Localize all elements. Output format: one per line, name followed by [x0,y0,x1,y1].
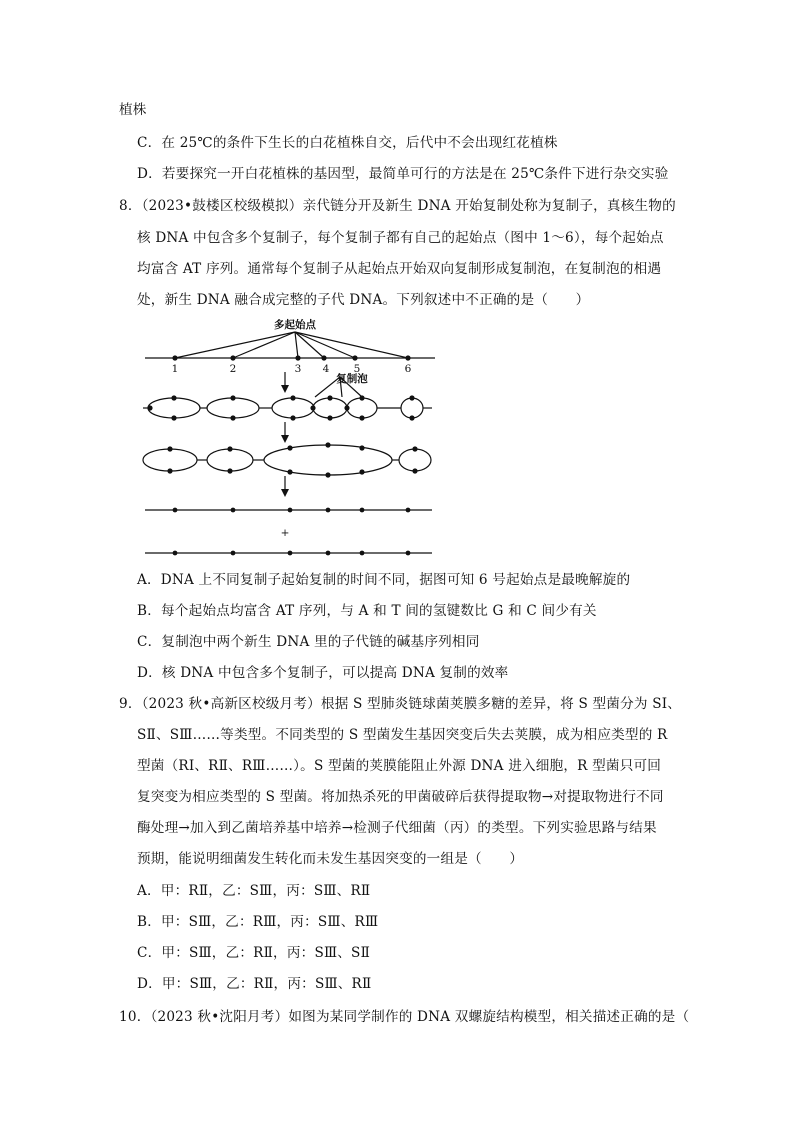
bubble [272,398,314,418]
q8-option-d: D．核 DNA 中包含多个复制子，可以提高 DNA 复制的效率 [137,665,509,681]
label-origins: 多起始点 [274,319,316,331]
q8-option-c: C．复制泡中两个新生 DNA 里的子代链的碱基序列相同 [137,634,480,650]
origin-number: 1 [171,363,179,375]
q8-option-a: A．DNA 上不同复制子起始复制的时间不同，据图可知 6 号起始点是最晚解旋的 [137,572,631,588]
bubble [143,449,197,471]
bubble [207,449,253,471]
option-c-prev: C．在 25℃的条件下生长的白花植株自交，后代中不会出现红花植株 [137,135,558,151]
origin-number: 2 [229,363,237,375]
merged-bubble [264,445,392,475]
origin-number: 4 [322,363,330,375]
origin-number: 6 [404,363,412,375]
origin-number: 5 [353,363,361,375]
q9-option-a: A．甲：RⅡ，乙：SⅢ，丙：SⅢ、RⅡ [137,883,371,899]
bubble [401,398,423,418]
q9-stem-line-3: 型菌（RⅠ、RⅡ、RⅢ……）。S 型菌的荚膜能阻止外源 DNA 进入细胞，R 型菌只可回 [137,758,662,774]
label-bubble: 复制泡 [336,373,368,385]
q9-stem-line-6: 预期，能说明细菌发生转化而未发生基因突变的一组是（ ） [137,851,524,867]
option-d-prev: D．若要探究一开白花植株的基因型，最简单可行的方法是在 25℃条件下进行杂交实验 [137,166,669,182]
q8-stem-line-2: 核 DNA 中包含多个复制子，每个复制子都有自己的起始点（图中 1～6），每个起始点 [137,230,664,246]
q9-option-c: C．甲：SⅢ，乙：RⅡ，丙：SⅢ、SⅡ [137,945,371,961]
origin-number: 3 [294,363,302,375]
bubble [347,398,377,418]
q9-option-d: D．甲：SⅢ，乙：RⅡ，丙：SⅢ、RⅡ [137,976,372,992]
bubble [207,398,259,418]
q8-option-b: B．每个起始点均富含 AT 序列，与 A 和 T 间的氢键数比 G 和 C 间少有关 [137,603,597,619]
q10-stem-line-1: 10．（2023 秋•沈阳月考）如图为某同学制作的 DNA 双螺旋结构模型，相关描述正确的是（ [119,1009,690,1025]
plus-sign: + [280,527,290,539]
q8-stem-line-4: 处，新生 DNA 融合成完整的子代 DNA。下列叙述中不正确的是（ ） [137,292,590,308]
q9-stem-line-4: 复突变为相应类型的 S 型菌。将加热杀死的甲菌破碎后获得提取物→对提取物进行不同 [137,789,664,805]
q8-stem-line-3: 均富含 AT 序列。通常每个复制子从起始点开始双向复制形成复制泡，在复制泡的相遇 [137,261,662,277]
continued-text: 植株 [119,102,147,118]
replication-bubble-diagram [140,318,440,563]
bubble [148,398,200,418]
bubble [313,398,347,418]
q9-stem-line-1: 9．（2023 秋•高新区校级月考）根据 S 型肺炎链球菌荚膜多糖的差异，将 S 型菌分为 SⅠ、 [119,696,682,712]
q9-stem-line-2: SⅡ、SⅢ……等类型。不同类型的 S 型菌发生基因突变后失去荚膜，成为相应类型的 R [137,727,668,743]
q8-stem-line-1: 8．（2023•鼓楼区校级模拟）亲代链分开及新生 DNA 开始复制处称为复制子，真核生物的 [119,198,676,214]
q9-stem-line-5: 酶处理→加入到乙菌培养基中培养→检测子代细菌（丙）的类型。下列实验思路与结果 [137,820,657,836]
bubble [399,449,431,471]
q9-option-b: B．甲：SⅢ，乙：RⅢ，丙：SⅢ、RⅢ [137,914,379,930]
